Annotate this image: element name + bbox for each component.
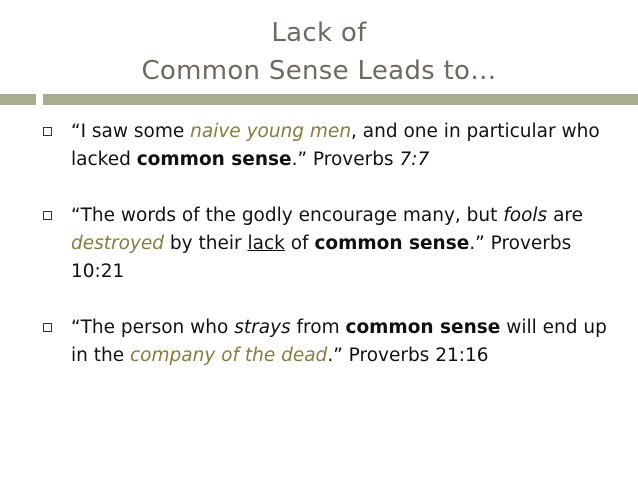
highlighted-phrase: destroyed — [71, 233, 165, 254]
slide-title-line-2: Common Sense Leads to… — [141, 56, 497, 86]
bold-phrase: common sense — [345, 317, 501, 338]
bullet-item — [40, 202, 620, 286]
bullet-text: “The words of the godly encourage many, but fools are destroyed by their lack of common sense.” Proverbs 10:21 — [71, 205, 584, 282]
italic-word: fools — [503, 205, 548, 226]
square-bullet-icon — [43, 127, 52, 136]
title-rule — [43, 94, 638, 105]
highlighted-phrase: naive young men — [190, 121, 352, 142]
bullet-item — [40, 314, 620, 370]
bullet-text: “I saw some naive young men, and one in particular who lacked common sense.” Proverbs 7:7 — [71, 121, 600, 170]
title-rule-left — [0, 94, 36, 105]
italic-word: strays — [234, 317, 291, 338]
square-bullet-icon — [43, 211, 52, 220]
verse-number: 7:7 — [399, 149, 430, 170]
slide-title — [0, 14, 638, 90]
slide-title-line-1: Lack of — [271, 18, 367, 48]
bullet-list — [40, 118, 620, 398]
highlighted-phrase: company of the dead — [130, 345, 328, 366]
underlined-word: lack — [247, 233, 285, 254]
bold-phrase: common sense — [136, 149, 292, 170]
bold-phrase: common sense — [314, 233, 470, 254]
square-bullet-icon — [43, 323, 52, 332]
bullet-text: “The person who strays from common sense will end up in the company of the dead.” Proverbs 21:16 — [71, 317, 607, 366]
bullet-item — [40, 118, 620, 174]
